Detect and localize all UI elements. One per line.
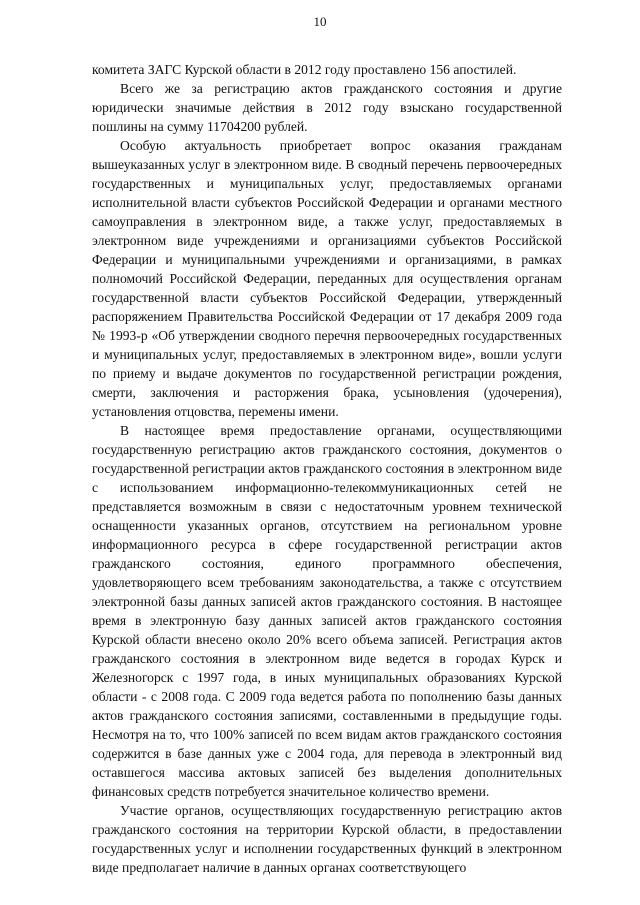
paragraph-3: Особую актуальность приобретает вопрос оказания гражданам вышеуказанных услуг в электронном виде. В сводный перечень первоочередных государственных и муниципальных услуг, предоставляемых органами исполнительной власти субъектов Российской Федерации и органами местного самоуправления в электронном виде, а также услуг, предоставляемых в электронном виде учреждениями и организациями субъектов Российской Федерации и муниципальными учреждениями и организациями, в рамках полномочий Российской Федерации, переданных для осуществления органам государственной власти субъектов Российской Федерации, утвержденный распоряжением Правительства Российской Федерации от 17 декабря 2009 года № 1993-р «Об утверждении сводного перечня первоочередных государственных и муниципальных услуг, предоставляемых в электронном виде», вошли услуги по приему и выдаче документов по государственной регистрации рождения, смерти, заключения и расторжения брака, усыновления (удочерения), установления отцовства, перемены имени. (92, 138, 562, 419)
page-number: 10 (313, 14, 327, 29)
paragraph-5: Участие органов, осуществляющих государственную регистрацию актов гражданского состояния на территории Курской области, в предоставлении государственных услуг и исполнении государственных функций в электронном виде предполагает наличие в данных органах соответствующего (92, 803, 562, 875)
paragraph-2: Всего же за регистрацию актов гражданского состояния и другие юридически значимые действия в 2012 году взыскано государственной пошлины на сумму 11704200 рублей. (92, 81, 562, 134)
paragraph-4: В настоящее время предоставление органами, осуществляющими государственную регистрацию актов гражданского состояния, документов о государственной регистрации актов гражданского состояния в электронном виде с использованием информационно-телекоммуникационных сетей не представляется возможным в связи с недостаточным уровнем технической оснащенности указанных органов, отсутствием на региональном уровне информационного ресурса в сфере государственной регистрации актов гражданского состояния, единого программного обеспечения, удовлетворяющего всем требованиям законодательства, а также с отсутствием электронной базы данных записей актов гражданского состояния. В настоящее время в электронную базу данных записей актов гражданского состояния Курской области внесено около 20% всего объема записей. Регистрация актов гражданского состояния в электронном виде ведется в городах Курск и Железногорск с 1997 года, в иных муниципальных образованиях Курской области - с 2008 года. С 2009 года ведется работа по пополнению базы данных актов гражданского состояния записями, составленными в предыдущие годы. Несмотря на то, что 100% записей по всем видам актов гражданского состояния содержится в базе данных уже с 2004 года, для перевода в электронный вид оставшегося массива актовых записей без выделения дополнительных финансовых средств потребуется значительное количество времени. (92, 423, 562, 799)
paragraph-1: комитета ЗАГС Курской области в 2012 году проставлено 156 апостилей. (92, 62, 517, 77)
document-body (92, 60, 562, 877)
